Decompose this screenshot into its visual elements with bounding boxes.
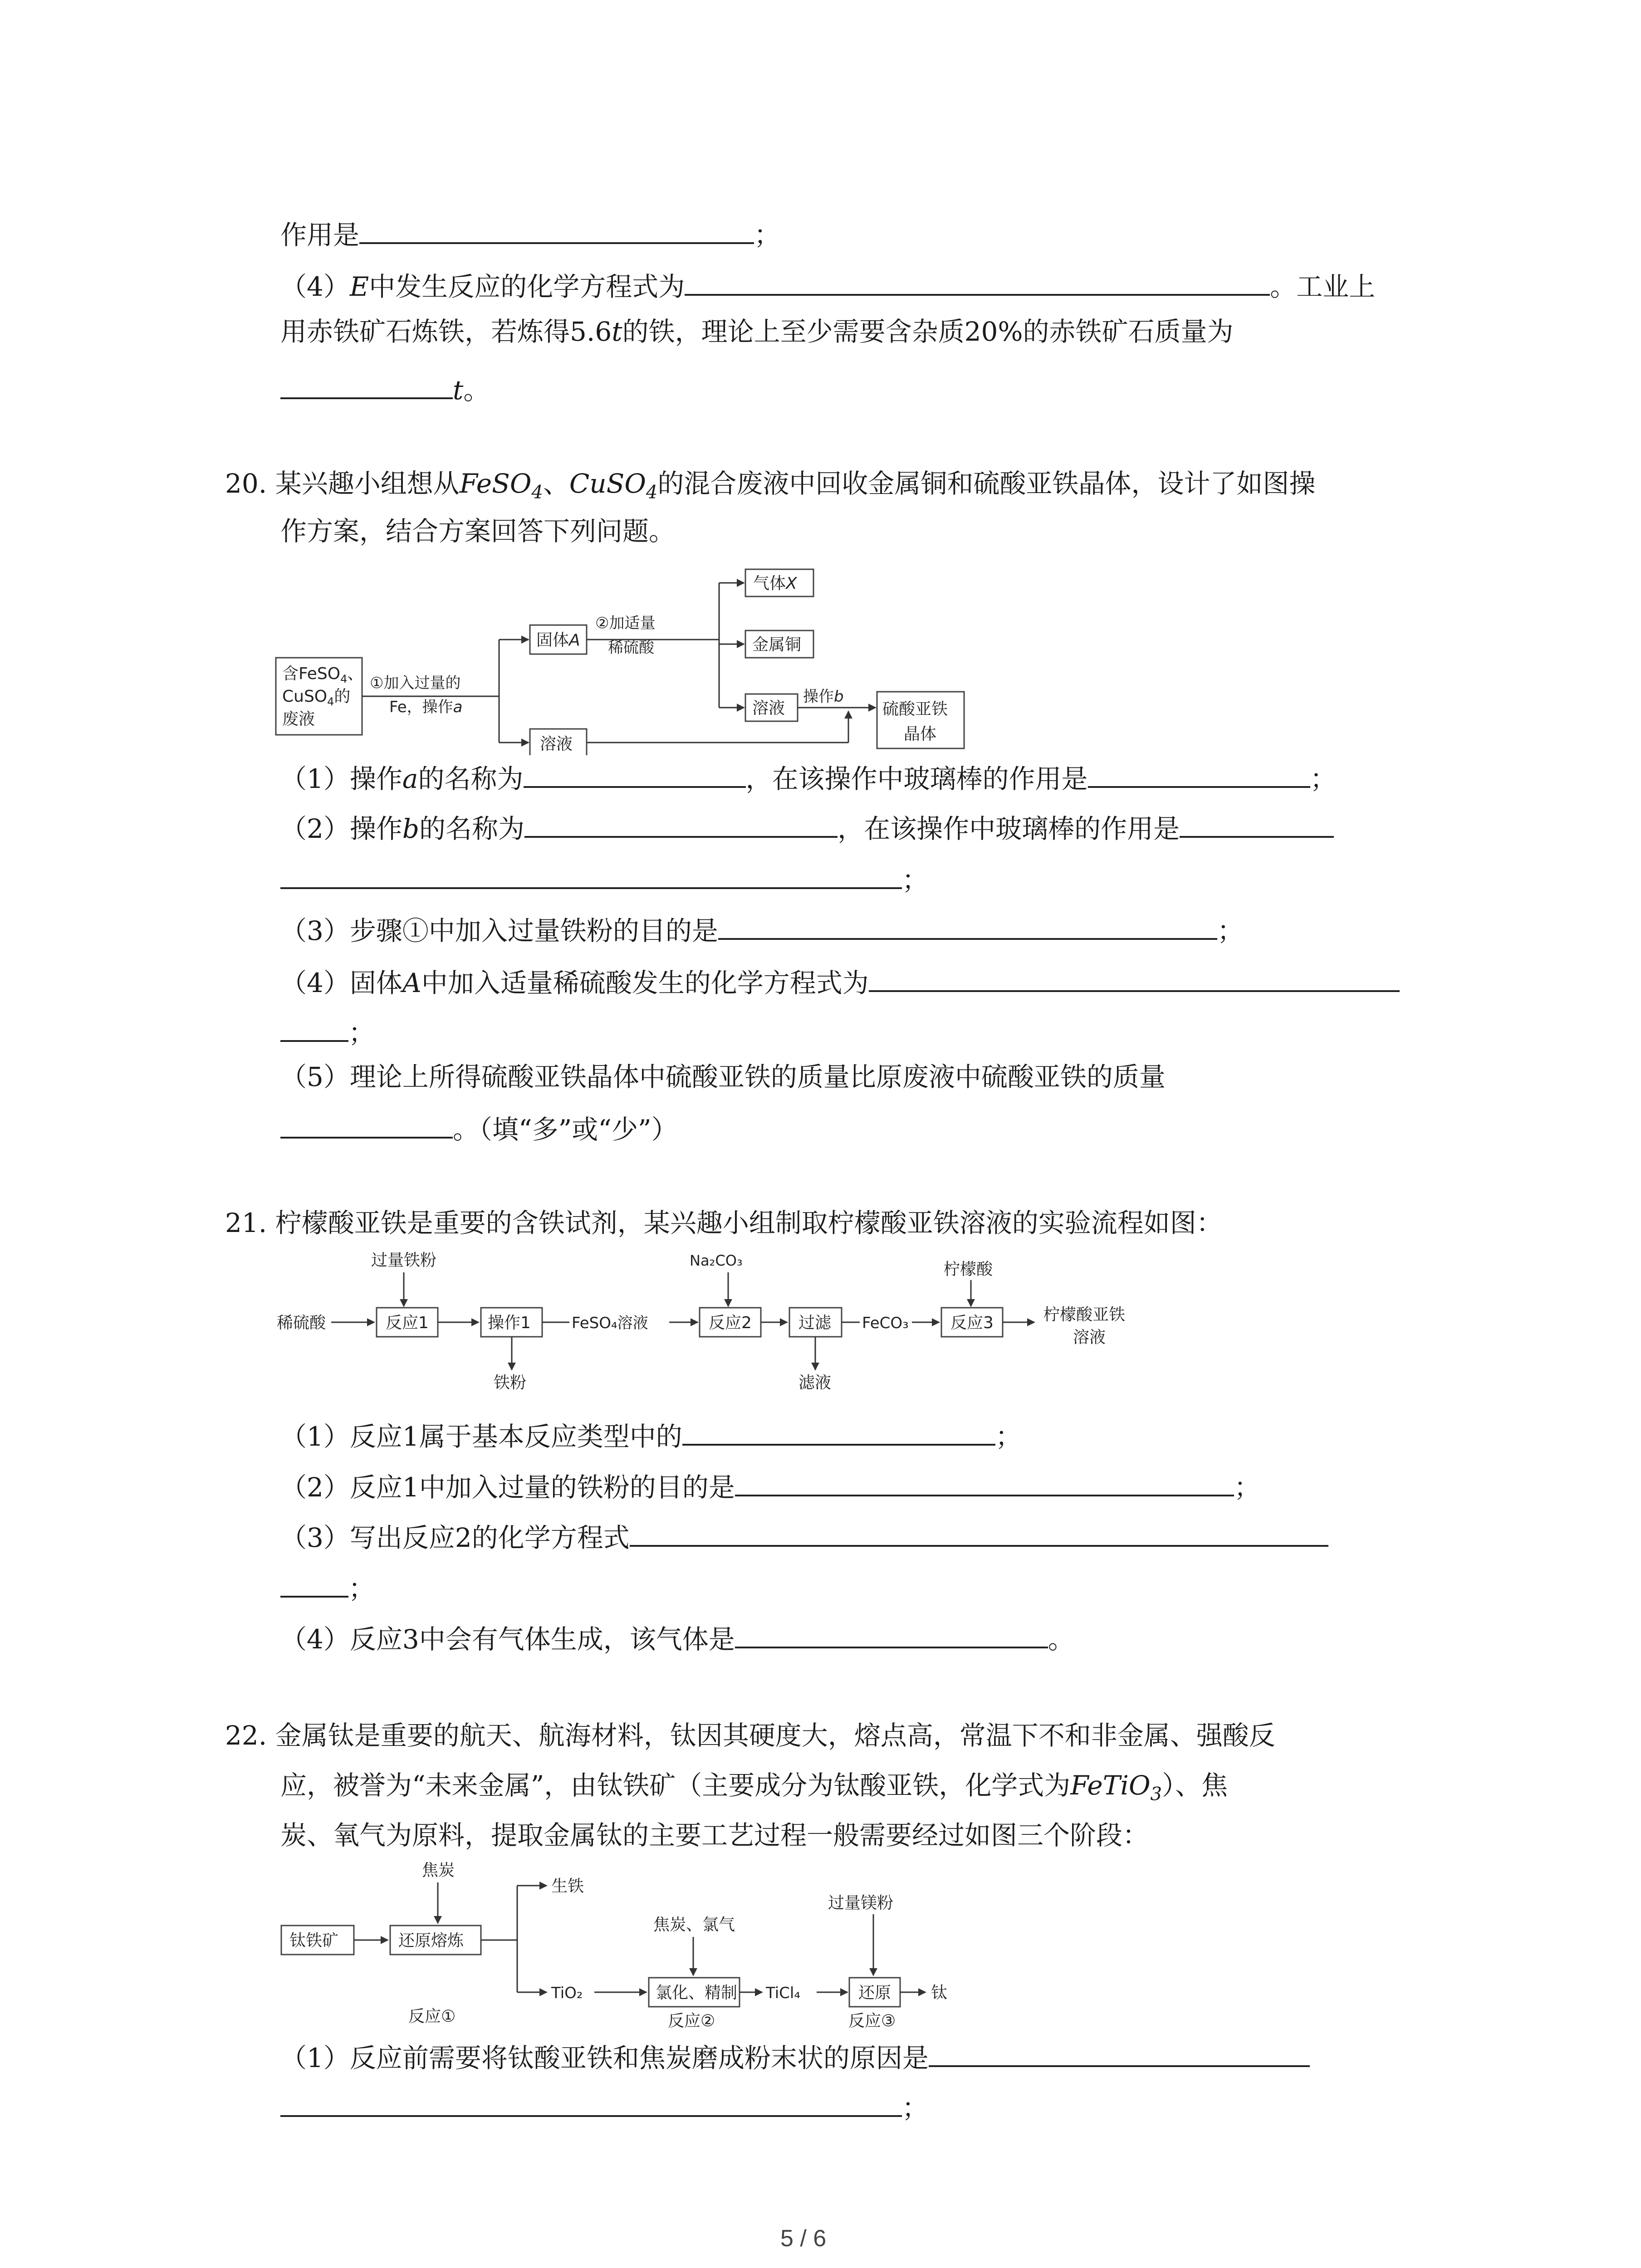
q20-flow-diagram	[272, 560, 1007, 755]
answer-blank[interactable]	[359, 216, 754, 244]
answer-blank[interactable]	[630, 1519, 1328, 1547]
q19-var-e: E	[349, 271, 369, 302]
q19-text: 用赤铁矿石炼铁，若炼得5.6	[280, 316, 612, 347]
q20-text: ，在该操作中玻璃棒的作用是	[838, 813, 1180, 844]
svg-text:过滤: 过滤	[798, 1314, 832, 1332]
q22-text: （1）反应前需要将钛酸亚铁和焦炭磨成粉末状的原因是	[280, 2043, 929, 2073]
answer-blank[interactable]	[685, 268, 1270, 296]
q21-stem	[225, 1207, 1223, 1239]
q20-text: 中加入适量稀硫酸发生的化学方程式为	[421, 968, 869, 998]
q20-text: （5）理论上所得硫酸亚铁晶体中硫酸亚铁的质量比原废液中硫酸亚铁的质量	[280, 1061, 1166, 1092]
q20-sub-3	[280, 912, 1244, 947]
q20-text: ；	[902, 865, 929, 895]
svg-text:还原熔炼: 还原熔炼	[398, 1931, 464, 1950]
svg-text:氯化、精制: 氯化、精制	[656, 1984, 738, 2002]
formula: FeSO	[459, 468, 532, 499]
q20-text: ；	[348, 1017, 375, 1048]
svg-text:晶体: 晶体	[904, 725, 937, 743]
svg-text:柠檬酸: 柠檬酸	[944, 1260, 993, 1279]
page-number: 5 / 6	[780, 2225, 827, 2252]
q19-line-4	[280, 371, 490, 406]
var: a	[402, 763, 418, 794]
svg-text:FeSO₄溶液: FeSO₄溶液	[572, 1314, 648, 1332]
q19-text: 作用是	[280, 220, 360, 250]
q19-text: ；	[754, 220, 781, 250]
svg-text:铁粉: 铁粉	[494, 1374, 527, 1392]
formula-sub: 3	[1150, 1784, 1162, 1805]
var: b	[402, 813, 420, 844]
svg-text:①加入过量的: ①加入过量的	[370, 674, 461, 692]
q22-text: 应，被誉为“未来金属”，由钛铁矿（主要成分为钛酸亚铁，化学式为	[280, 1770, 1071, 1801]
q20-sub-4b	[280, 1014, 375, 1049]
answer-blank[interactable]	[280, 1569, 348, 1598]
q19-line-1	[280, 216, 780, 251]
q20-sub-4	[280, 964, 1400, 999]
q21-text: （2）反应1中加入过量的铁粉的目的是	[280, 1472, 735, 1503]
svg-text:操作1: 操作1	[488, 1314, 531, 1332]
question-number: 21.	[225, 1207, 267, 1238]
svg-text:TiO₂: TiO₂	[551, 1984, 583, 2002]
svg-text:柠檬酸亚铁: 柠檬酸亚铁	[1043, 1305, 1126, 1324]
svg-text:钛铁矿: 钛铁矿	[289, 1931, 339, 1950]
svg-text:Fe，操作a: Fe，操作a	[389, 698, 463, 716]
q21-text: ；	[348, 1573, 375, 1604]
svg-text:反应1: 反应1	[386, 1314, 429, 1332]
q22-text: ；	[902, 2092, 929, 2123]
answer-blank[interactable]	[280, 1014, 348, 1042]
q20-text: （2）操作	[280, 813, 402, 844]
q22-sub-1b	[280, 2089, 928, 2124]
q22-stem-3	[280, 1819, 1149, 1852]
svg-text:焦炭、氯气: 焦炭、氯气	[653, 1916, 735, 1934]
q20-sub-2	[280, 810, 1334, 845]
q21-text: （4）反应3中会有气体生成，该气体是	[280, 1624, 735, 1655]
q20-text: 的混合废液中回收金属铜和硫酸亚铁晶体，设计了如图操	[657, 468, 1316, 499]
svg-text:钛: 钛	[931, 1984, 948, 2002]
answer-blank[interactable]	[280, 2089, 902, 2117]
q22-flow-diagram	[272, 1857, 1089, 2030]
answer-blank[interactable]	[280, 371, 453, 399]
q21-sub-2	[280, 1468, 1260, 1504]
q22-stem-1	[225, 1719, 1275, 1752]
svg-text:反应3: 反应3	[950, 1314, 994, 1332]
svg-text:FeCO₃: FeCO₃	[862, 1314, 909, 1332]
q20-text: 作方案，结合方案回答下列问题。	[280, 516, 676, 547]
svg-text:滤液: 滤液	[798, 1374, 832, 1392]
q20-sub-2b	[280, 861, 928, 896]
q22-stem-2	[280, 1769, 1228, 1811]
formula: FeTiO	[1070, 1770, 1151, 1801]
q19-label: （4）	[280, 271, 350, 302]
q20-text: ；	[1217, 915, 1244, 946]
svg-text:溶液: 溶液	[1073, 1328, 1106, 1347]
answer-blank[interactable]	[280, 861, 902, 889]
q19-line-2	[280, 268, 1375, 303]
q22-text: 金属钛是重要的航天、航海材料，钛因其硬度大，熔点高，常温下不和非金属、强酸反	[275, 1720, 1275, 1751]
q19-unit: t	[453, 375, 464, 406]
answer-blank[interactable]	[718, 912, 1217, 940]
svg-text:废液: 废液	[282, 710, 315, 728]
svg-text:②加适量: ②加适量	[595, 614, 656, 632]
q19-text: 中发生反应的化学方程式为	[369, 271, 685, 302]
q21-sub-4	[280, 1620, 1074, 1656]
question-number: 20.	[225, 468, 267, 499]
answer-blank[interactable]	[1088, 760, 1310, 788]
q20-text: 。（填“多”或“少”）	[453, 1114, 678, 1145]
svg-text:操作b: 操作b	[803, 688, 844, 706]
svg-text:过量镁粉: 过量镁粉	[828, 1894, 894, 1912]
svg-text:过量铁粉: 过量铁粉	[371, 1251, 437, 1270]
q20-text: 、	[543, 468, 569, 499]
formula-sub: 4	[531, 482, 543, 503]
answer-blank[interactable]	[280, 1110, 453, 1139]
svg-text:固体A: 固体A	[536, 631, 580, 650]
q21-sub-1	[280, 1418, 1022, 1453]
q20-text: ；	[1310, 763, 1337, 794]
q22-text: 炭、氧气为原料，提取金属钛的主要工艺过程一般需要经过如图三个阶段：	[280, 1820, 1149, 1851]
answer-blank[interactable]	[869, 964, 1400, 992]
svg-text:反应③: 反应③	[848, 2012, 896, 2030]
svg-text:生铁: 生铁	[551, 1877, 584, 1896]
answer-blank[interactable]	[1180, 810, 1334, 838]
q20-sub-5b	[280, 1110, 678, 1146]
q20-sub-1	[280, 760, 1337, 795]
q21-sub-3	[280, 1519, 1328, 1554]
q21-text: ；	[1234, 1472, 1260, 1503]
q19-unit: t	[612, 316, 622, 347]
q22-sub-1	[280, 2039, 1310, 2074]
formula: CuSO	[569, 468, 646, 499]
svg-text:溶液: 溶液	[752, 699, 785, 718]
svg-text:反应①: 反应①	[408, 2007, 456, 2026]
q20-text: （4）固体	[280, 968, 402, 998]
svg-text:反应②: 反应②	[668, 2012, 715, 2030]
q19-line-3	[280, 315, 1233, 348]
svg-text:反应2: 反应2	[709, 1314, 752, 1332]
q20-text: 的名称为	[418, 763, 524, 794]
q19-text: 。	[463, 375, 490, 406]
q21-text: 。	[1048, 1624, 1074, 1655]
q20-text: 的名称为	[419, 813, 525, 844]
q19-text: 。工业上	[1270, 271, 1376, 302]
q21-flow-diagram	[272, 1247, 1202, 1415]
svg-text:气体X: 气体X	[753, 574, 797, 593]
var: A	[402, 968, 421, 998]
q20-stem-2	[280, 515, 675, 547]
svg-text:TiCl₄: TiCl₄	[766, 1984, 800, 2002]
svg-text:CuSO4的: CuSO$_4$的	[282, 687, 351, 708]
q20-text: ，在该操作中玻璃棒的作用是	[745, 763, 1088, 794]
svg-text:还原: 还原	[858, 1984, 892, 2002]
q22-text: ）、焦	[1161, 1770, 1228, 1801]
q21-sub-3b	[280, 1569, 375, 1605]
answer-blank[interactable]	[524, 810, 838, 838]
svg-text:含FeSO4、: 含FeSO$_4$、	[282, 665, 364, 685]
svg-text:稀硫酸: 稀硫酸	[277, 1314, 326, 1332]
q21-text: ；	[995, 1421, 1022, 1452]
q21-text: （1）反应1属于基本反应类型中的	[280, 1421, 682, 1452]
q20-text: 某兴趣小组想从	[275, 468, 460, 499]
q20-sub-5	[280, 1061, 1166, 1093]
q19-text: 的铁，理论上至少需要含杂质20%的赤铁矿石质量为	[622, 316, 1234, 347]
svg-text:稀硫酸: 稀硫酸	[608, 639, 654, 657]
q20-stem-1	[225, 467, 1315, 509]
answer-blank[interactable]	[735, 1468, 1234, 1496]
answer-blank[interactable]	[682, 1418, 995, 1446]
q20-text: （3）步骤①中加入过量铁粉的目的是	[280, 915, 718, 946]
q20-text: （1）操作	[280, 763, 402, 794]
svg-text:Na₂CO₃: Na₂CO₃	[690, 1252, 743, 1269]
answer-blank[interactable]	[929, 2039, 1310, 2067]
answer-blank[interactable]	[735, 1620, 1048, 1648]
svg-text:金属铜: 金属铜	[752, 635, 802, 654]
formula-sub: 4	[646, 482, 658, 503]
svg-text:硫酸亚铁: 硫酸亚铁	[882, 700, 948, 719]
answer-blank[interactable]	[524, 760, 746, 788]
svg-text:溶液: 溶液	[540, 735, 573, 753]
q21-text: （3）写出反应2的化学方程式	[280, 1522, 630, 1553]
svg-text:焦炭: 焦炭	[422, 1861, 455, 1880]
question-number: 22.	[225, 1720, 267, 1751]
q21-text: 柠檬酸亚铁是重要的含铁试剂，某兴趣小组制取柠檬酸亚铁溶液的实验流程如图：	[275, 1207, 1223, 1238]
